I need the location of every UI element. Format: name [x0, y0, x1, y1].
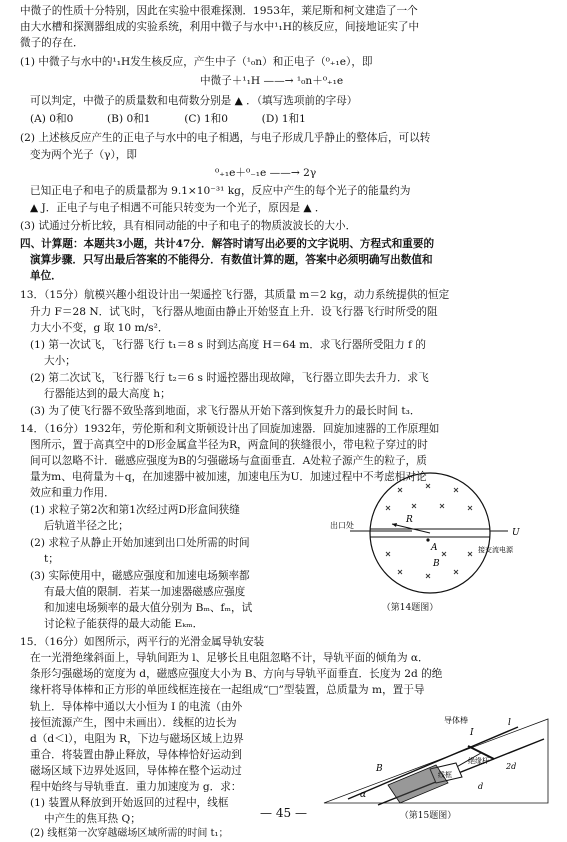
text-line: 大小；	[44, 355, 76, 367]
text-line: 效应和重力作用．	[30, 487, 115, 499]
question-3: (3) 试通过分析比较，具有相同动能的中子和电子的物质波波长的大小．	[20, 220, 357, 232]
text-line: 由大水槽和探测器组成的实验系统，利用中微子与水中¹₁H的核反应，间接地证实了中	[20, 21, 420, 33]
length-label: 2d	[506, 762, 517, 771]
text-line: 重合．将装置由静止释放，导体棒恰好运动到	[30, 749, 242, 761]
frame-label: 线框	[438, 771, 452, 779]
section-heading: 四、计算题：本题共3小题，共计47分．解答时请写出必要的文字说明、方程式和重要的	[20, 238, 435, 250]
problem-15: 15．（16分）如图所示，两平行的光滑金属导轨安装	[20, 636, 265, 648]
section-heading: 单位．	[30, 270, 62, 282]
incline-diagram	[318, 713, 558, 809]
spacing-label: l	[508, 718, 511, 728]
field-label: B	[433, 559, 440, 569]
voltage-label: U	[512, 528, 520, 538]
text-line: d（d＜l），电阻为 R，下边与磁场区域上边界	[30, 733, 244, 745]
text-line: 磁场区域下边界处返回，导体棒在整个运动过	[30, 765, 242, 777]
question-1: (1) 中微子与水中的¹₁H发生核反应，产生中子（¹₀n）和正电子（⁰₊₁e），即	[20, 56, 373, 68]
text-line: 程中始终与导轨垂直．重力加速度为 g．求：	[30, 781, 242, 793]
text-line: 中微子的性质十分特别，因此在实验中很难探测．1953年，莱尼斯和柯文建造了一个	[20, 5, 418, 17]
text-line: ▲ J．正电子与电子相遇不可能只转变为一个光子，原因是 ▲ ．	[30, 202, 326, 214]
particle-source-dot	[426, 538, 429, 541]
text-line: 条形匀强磁场的宽度为 d，磁感应强度大小为 B、方向与导轨平面垂直．长度为 2d 的绝	[30, 668, 443, 680]
page-number: — 45 —	[260, 806, 307, 820]
text-line: 已知正电子和电子的质量都为 9.1×10⁻³¹ kg，反应中产生的每个光子的能量约为	[30, 185, 411, 197]
angle-label: α	[360, 790, 367, 800]
cyclotron-diagram	[330, 466, 535, 601]
text-line: (1) 装置从释放到开始返回的过程中，线框	[30, 797, 229, 809]
source-label: A	[431, 543, 438, 553]
width-label: d	[478, 782, 484, 791]
problem-14: 14．（16分）1932年，劳伦斯和利文斯顿设计出了回旋加速器．回旋加速器的工作原理如	[20, 423, 440, 435]
text-line: 缘杆将导体棒和正方形的单匝线框连接在一起组成“□”型装置，总质量为 m，置于导	[30, 684, 425, 696]
text-line: 间可以忽略不计．磁感应强度为B的匀强磁场与盒面垂直．A处粒子源产生的粒子，质	[30, 455, 427, 467]
text-line: 和加速电场频率的最大值分别为 Bₘ、fₘ，试	[44, 602, 253, 614]
section-heading: 演算步骤．只写出最后答案的不能得分．有数值计算的题，答案中必须明确写出数值和	[30, 254, 433, 266]
text-line: 后轨道半径之比；	[44, 520, 129, 532]
text-line: 量为m、电荷量为＋q，在加速器中被加速，加速电压为U．加速过程中不考虑相对论	[30, 471, 427, 483]
text-line: 有最大值的限制．若某一加速器磁感应强度	[44, 586, 246, 598]
text-line: (3) 为了使飞行器不致坠落到地面，求飞行器从开始下落到恢复升力的最长时间 t₃．	[30, 405, 421, 417]
text-line: (2) 第二次试飞，飞行器飞行 t₂＝6 s 时遥控器出现故障，飞行器立即失去升力．求飞	[30, 372, 429, 384]
text-line: 图所示，置于高真空中的D形金属盒半径为R，两盒间的狭缝很小，带电粒子穿过的时	[30, 439, 428, 451]
figure-15-caption: （第15题图）	[399, 811, 457, 821]
text-line: 接恒流源产生，图中未画出）．线框的边长为	[30, 717, 237, 729]
text-line: 轨上．导体棒中通以大小恒为 I 的电流（由外	[30, 701, 243, 713]
rod-label: 导体棒	[444, 716, 468, 725]
text-line: 中产生的焦耳热 Q；	[44, 813, 141, 825]
text-line: 可以判定，中微子的质量数和电荷数分别是 ▲ ．（填写选项前的字母）	[30, 95, 358, 107]
text-line: (2) 求粒子从静止开始加速到出口处所需的时间	[30, 537, 250, 549]
text-line: (3) 实际使用中，磁感应强度和加速电场频率都	[30, 570, 250, 582]
radius-arrow-head	[392, 523, 397, 527]
question-2: (2) 上述核反应产生的正电子与水中的电子相遇，与电子形成几乎静止的整体后，可以转	[20, 132, 431, 144]
text-line: 微子的存在．	[20, 37, 84, 49]
field-label: B	[376, 764, 383, 774]
answer-options: (A) 0和0 (B) 0和1 (C) 1和0 (D) 1和1	[30, 113, 306, 125]
text-line: t；	[44, 553, 59, 565]
text-line: (2) 线框第一次穿越磁场区域所需的时间 t₁；	[30, 828, 229, 839]
annihilation-equation: ⁰₊₁e＋⁰₋₁e ——→ 2γ	[215, 167, 317, 179]
text-line: 力大小不变，g 取 10 m/s²．	[30, 322, 169, 334]
text-line: 变为两个光子（γ），即	[30, 149, 137, 161]
problem-13: 13．（15分）航模兴趣小组设计出一架遥控飞行器，其质量 m＝2 kg，动力系统提供的恒定	[20, 289, 450, 301]
cyclotron-figure	[330, 466, 535, 616]
text-line: 讨论粒子能获得的最大动能 Eₖₘ．	[44, 618, 204, 630]
exit-label: 出口处	[330, 521, 354, 530]
text-line: 行器能达到的最大高度 h；	[44, 388, 171, 400]
nuclear-equation-1: 中微子＋¹₁H ——→ ¹₀n＋⁰₊₁e	[200, 75, 344, 87]
text-line: 升力 F＝28 N．试飞时，飞行器从地面由静止开始竖直上升．设飞行器飞行时所受的阻	[30, 306, 438, 318]
text-line: 在一光滑绝缘斜面上，导轨间距为 l、足够长且电阻忽略不计，导轨平面的倾角为 α．	[30, 652, 429, 664]
figure-14-caption: （第14题图）	[381, 603, 439, 613]
text-line: (1) 第一次试飞，飞行器飞行 t₁＝8 s 时到达高度 H＝64 m．求飞行器所受阻力 f 的	[30, 339, 426, 351]
radius-label: R	[406, 515, 413, 525]
text-line: (1) 求粒子第2次和第1次经过两D形盒间狭缝	[30, 504, 240, 516]
bar-label: 绝缘杆	[468, 757, 489, 765]
current-label: I	[470, 728, 474, 738]
ac-source-label: 接交流电源	[478, 546, 513, 554]
